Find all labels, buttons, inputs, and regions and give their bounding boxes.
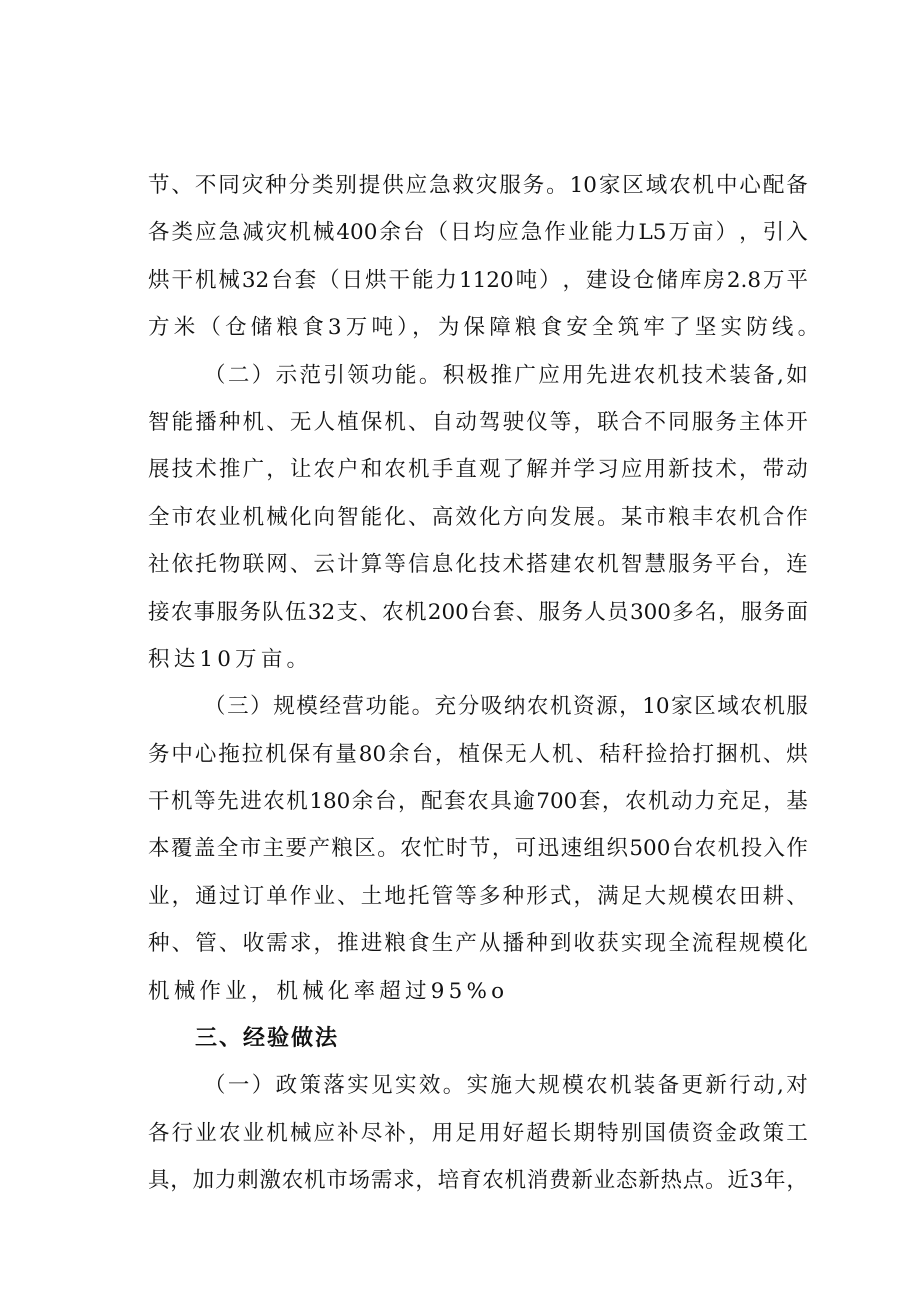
text-line: 接 农 事 服 务 队 伍 32 支 、 农 机 200 台 套 、 服 务 人 员 300 多 名 ， 服 务 面: [148, 599, 808, 625]
text-line: 烘 干 机 械 32 台 套 （ 日 烘 干 能 力 1120 吨 ） ， 建 设 仓 储 库 房 2.8 万 平: [148, 267, 808, 293]
document-body: [148, 162, 824, 1205]
text-line: 展 技 术 推 广 ， 让 农 户 和 农 机 手 直 观 了 解 并 学 习 应 用 新 技 术 ， 带 动: [148, 457, 808, 483]
text-line: 业 ， 通 过 订 单 作 业 、 土 地 托 管 等 多 种 形 式 ， 满 足 大 规 模 农 田 耕 、: [148, 883, 808, 909]
text-line: 本 覆 盖 全 市 主 要 产 粮 区 。 农 忙 时 节 ， 可 迅 速 组 织 500 台 农 机 投 入 作: [148, 836, 808, 862]
text-line: 社 依 托 物 联 网 、 云 计 算 等 信 息 化 技 术 搭 建 农 机 智 慧 服 务 平 台 ， 连: [148, 552, 808, 578]
text-line: 种 、 管 、 收 需 求 ， 推 进 粮 食 生 产 从 播 种 到 收 获 实 现 全 流 程 规 模 化: [148, 931, 808, 957]
text-line: （ 一 ） 政 策 落 实 见 实 效 。 实 施 大 规 模 农 机 装 备 更 新 行 动 , 对: [204, 1073, 808, 1099]
text-line: 机械作业，机械化率超过95%o: [148, 978, 509, 1004]
section-heading: 三、经验做法: [195, 1026, 340, 1052]
text-line: 方米（仓储粮食3万吨），为保障粮食安全筑牢了坚实防线。: [148, 315, 824, 341]
text-line: 积达10万亩。: [148, 646, 313, 672]
text-line: 各 类 应 急 减 灾 机 械 400 余 台 （ 日 均 应 急 作 业 能 力 L5 万 亩 ） ， 引 入: [148, 220, 808, 246]
text-line: 具 ， 加 力 刺 激 农 机 市 场 需 求 ， 培 育 农 机 消 费 新 业 态 新 热 点 。 近 3 年 ，: [148, 1168, 808, 1194]
text-line: 各 行 业 农 业 机 械 应 补 尽 补 ， 用 足 用 好 超 长 期 特 别 国 债 资 金 政 策 工: [148, 1120, 808, 1146]
text-line: 全 市 农 业 机 械 化 向 智 能 化 、 高 效 化 方 向 发 展 。 某 市 粮 丰 农 机 合 作: [148, 504, 808, 530]
text-line: 智 能 播 种 机 、 无 人 植 保 机 、 自 动 驾 驶 仪 等 ， 联 合 不 同 服 务 主 体 开: [148, 409, 808, 435]
text-line: 务 中 心 拖 拉 机 保 有 量 80 余 台 ， 植 保 无 人 机 、 秸 秆 捡 拾 打 捆 机 、 烘: [148, 741, 808, 767]
text-line: 干 机 等 先 进 农 机 180 余 台 ， 配 套 农 具 逾 700 套 ， 农 机 动 力 充 足 ， 基: [148, 789, 808, 815]
text-line: 节 、 不 同 灾 种 分 类 别 提 供 应 急 救 灾 服 务 。 10 家 区 域 农 机 中 心 配 备: [148, 173, 808, 198]
text-line: （ 二 ） 示 范 引 领 功 能 。 积 极 推 广 应 用 先 进 农 机 技 术 装 备 , 如: [204, 362, 808, 388]
text-line: （ 三 ） 规 模 经 营 功 能 。 充 分 吸 纳 农 机 资 源 ， 10 家 区 域 农 机 服: [204, 694, 808, 720]
